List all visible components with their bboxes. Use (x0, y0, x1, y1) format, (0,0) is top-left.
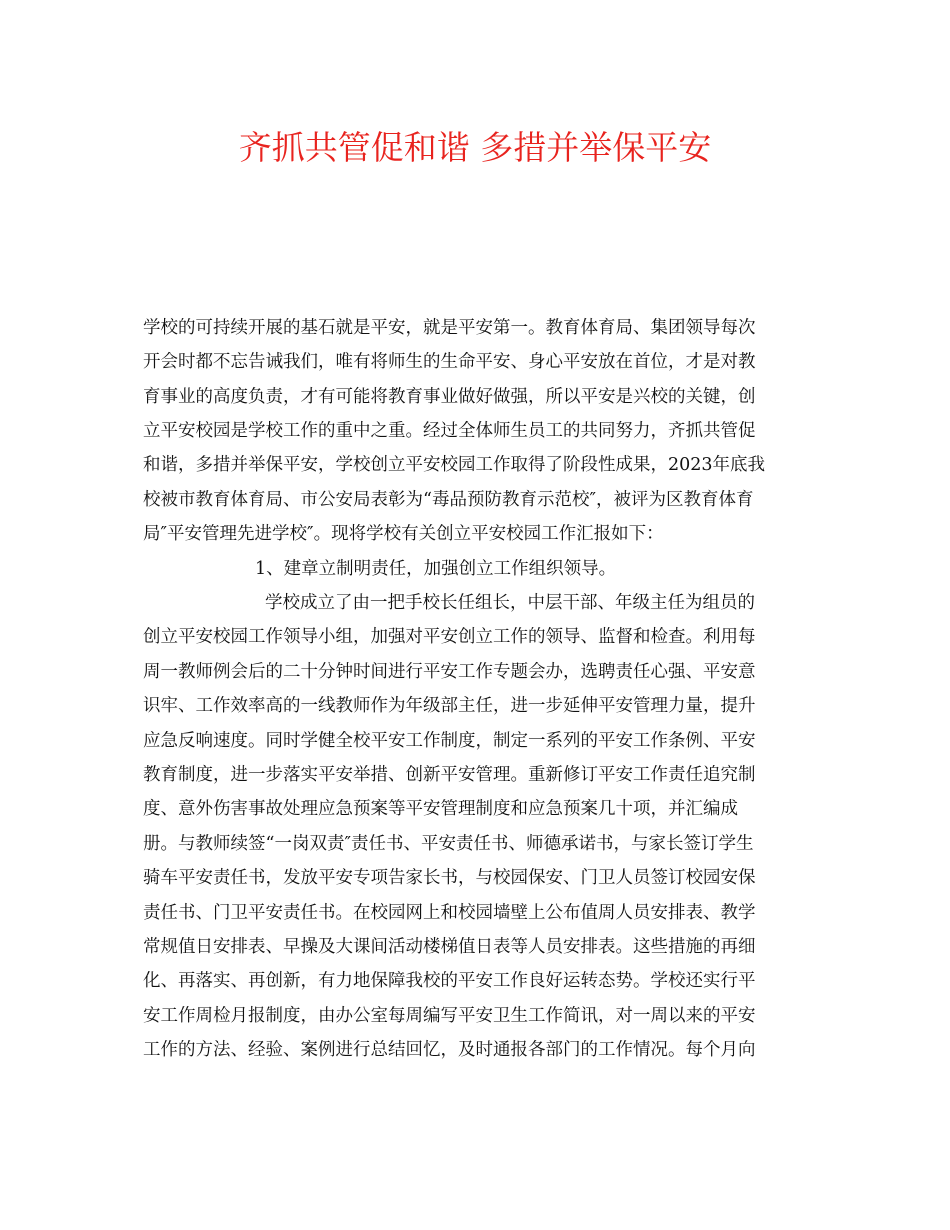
body-line: 安工作周检月报制度，由办公室每周编写平安卫生工作简讯，对一周以来的平安 (143, 1006, 756, 1026)
body-line: 开会时都不忘告诫我们，唯有将师生的生命平安、身心平安放在首位，才是对教 (143, 352, 756, 372)
body-line: 工作的方法、经验、案例进行总结回忆，及时通报各部门的工作情况。每个月向 (143, 1040, 756, 1060)
body-line: 应急反响速度。同时学健全校平安工作制度，制定一系列的平安工作条例、平安 (143, 731, 756, 751)
body-line: 局″平安管理先进学校″。现将学校有关创立平安校园工作汇报如下： (143, 524, 664, 544)
body-line: 册。与教师续签“一岗双责″责任书、平安责任书、师德承诺书，与家长签订学生 (143, 834, 754, 854)
document-title: 齐抓共管促和谐 多措并举保平安 (238, 128, 712, 167)
body-line: 和谐，多措并举保平安，学校创立平安校园工作取得了阶段性成果，2023年底我 (143, 455, 766, 475)
body-line: 常规值日安排表、早操及大课间活动楼梯值日表等人员安排表。这些措施的再细 (143, 937, 756, 957)
body-line: 化、再落实、再创新，有力地保障我校的平安工作良好运转态势。学校还实行平 (143, 971, 756, 991)
body-line: 周一教师例会后的二十分钟时间进行平安工作专题会办，选聘责任心强、平安意 (143, 662, 756, 682)
body-line: 立平安校园是学校工作的重中之重。经过全体师生员工的共同努力，齐抓共管促 (143, 421, 756, 441)
body-line: 识牢、工作效率高的一线教师作为年级部主任，进一步延伸平安管理力量，提升 (143, 696, 756, 716)
body-line: 学校的可持续开展的基石就是平安，就是平安第一。教育体育局、集团领导每次 (143, 318, 756, 338)
body-line: 度、意外伤害事故处理应急预案等平安管理制度和应急预案几十项，并汇编成 (143, 799, 738, 819)
body-line: 创立平安校园工作领导小组，加强对平安创立工作的领导、监督和检查。利用每 (143, 627, 756, 647)
body-line: 校被市教育体育局、市公安局表彰为“毒品预防教育示范校″，被评为区教育体育 (143, 490, 754, 510)
section-heading: 1、建章立制明责任，加强创立工作组织领导。 (255, 559, 617, 579)
body-line: 教育制度，进一步落实平安举措、创新平安管理。重新修订平安工作责任追究制 (143, 765, 756, 785)
body-line: 学校成立了由一把手校长任组长，中层干部、年级主任为组员的 (265, 593, 755, 613)
body-line: 责任书、门卫平安责任书。在校园网上和校园墙壁上公布值周人员安排表、教学 (143, 903, 756, 923)
body-line: 育事业的高度负责，才有可能将教育事业做好做强，所以平安是兴校的关键，创 (143, 387, 756, 407)
body-line: 骑车平安责任书，发放平安专项告家长书，与校园保安、门卫人员签订校园安保 (143, 868, 756, 888)
